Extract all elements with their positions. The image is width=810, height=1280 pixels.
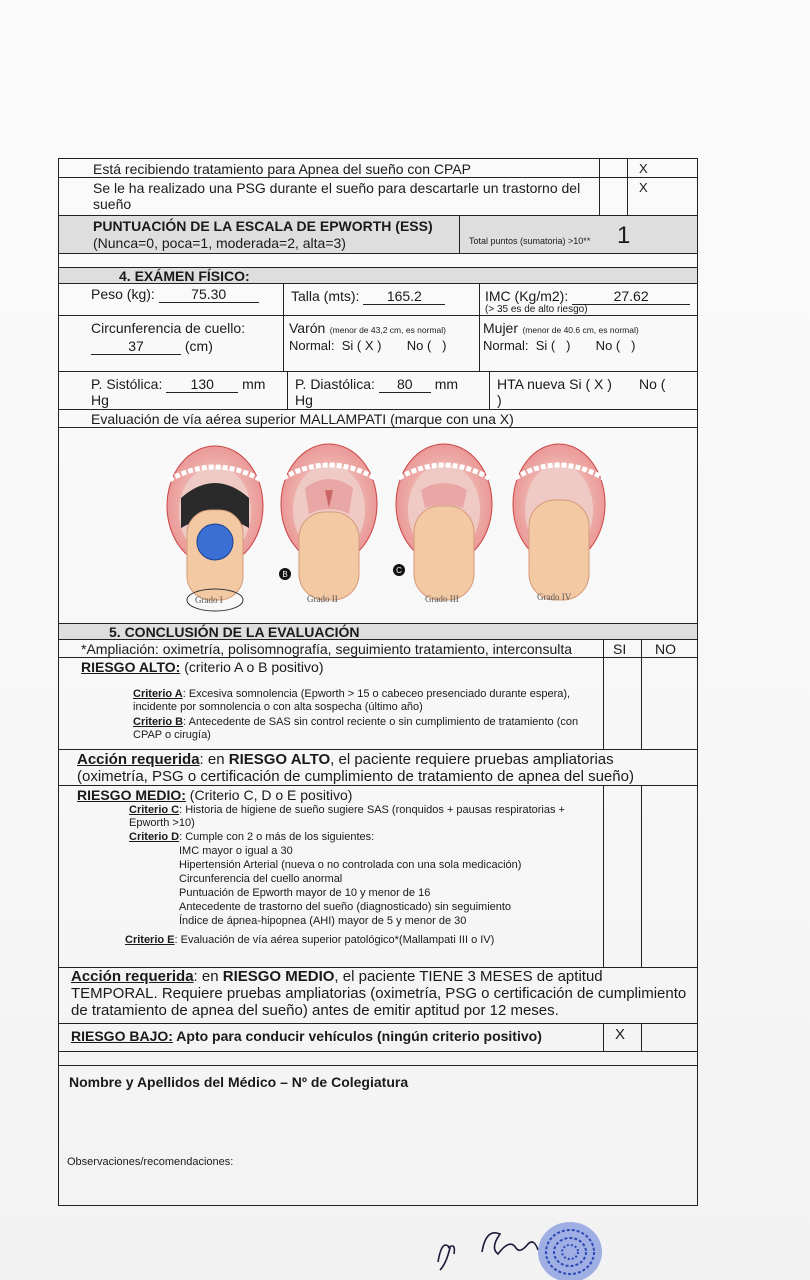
talla-field: Talla (mts): 165.2 xyxy=(291,288,445,305)
mouth-grade-3[interactable] xyxy=(396,444,492,600)
grade-3-label: Grado III xyxy=(425,594,459,604)
sistolica-value: 130 xyxy=(166,376,238,393)
no-header: NO xyxy=(655,641,676,657)
imc-note: (> 35 es de alto riesgo) xyxy=(485,304,588,315)
si-header: SI xyxy=(613,641,627,657)
criterio-d-item-1: IMC mayor o igual a 30 xyxy=(179,845,293,857)
exam-section-title: 4. EXÁMEN FÍSICO: xyxy=(119,268,250,284)
diastolica-value: 80 xyxy=(379,376,431,393)
criterio-c: Criterio C: Historia de higiene de sueño sugiere SAS (ronquidos + pausas respiratorias + Epworth >10) xyxy=(129,804,565,829)
conclusion-title-row xyxy=(58,624,698,640)
hta-no: No ( xyxy=(639,376,666,392)
medico-block xyxy=(58,1066,698,1206)
mallampati-title-row xyxy=(58,410,698,428)
cpap-question: Está recibiendo tratamiento para Apnea del sueño con CPAP xyxy=(93,161,471,177)
spacer-row-2 xyxy=(58,1052,698,1066)
mujer-normal: Normal: Si ( ) No ( ) xyxy=(483,338,636,353)
imc-value: 27.62 xyxy=(572,288,690,305)
grade-4-label: Grado IV xyxy=(537,592,572,602)
mujer-field: Mujer (menor de 40.6 cm, es normal) xyxy=(483,320,639,336)
peso-value: 75.30 xyxy=(159,286,259,303)
riesgo-medio-heading: RIESGO MEDIO: (Criterio C, D o E positivo) xyxy=(77,787,353,803)
psg-question: Se le ha realizado una PSG durante el sueño para descartarle un trastorno del sueño xyxy=(93,180,581,212)
psg-row xyxy=(58,178,698,216)
medico-label: Nombre y Apellidos del Médico – Nº de Colegiatura xyxy=(69,1074,409,1090)
peso-field: Peso (kg): 75.30 xyxy=(91,286,259,303)
pressure-row xyxy=(58,372,698,410)
epworth-row xyxy=(58,216,698,254)
epworth-scale: (Nunca=0, poca=1, moderada=2, alta=3) xyxy=(93,235,346,251)
epworth-total-label: Total puntos (sumatoria) >10** xyxy=(469,236,591,246)
riesgo-bajo-mark: X xyxy=(615,1026,626,1043)
marker-c xyxy=(393,564,405,576)
talla-value: 165.2 xyxy=(363,288,445,305)
riesgo-bajo-row xyxy=(58,1024,698,1052)
criterio-b: Criterio B: Antecedente de SAS sin control reciente o sin cumplimiento de tratamiento (con CPAP o cirugía) xyxy=(133,716,579,741)
signature-initial xyxy=(438,1245,454,1270)
observaciones-label: Observaciones/recomendaciones: xyxy=(67,1156,234,1168)
imc-field: IMC (Kg/m2): 27.62 xyxy=(485,288,690,305)
measures-row xyxy=(58,284,698,316)
diastolica-field: P. Diastólica: 80 mm xyxy=(295,376,459,392)
criterio-d-item-3: Circunferencia del cuello anormal xyxy=(179,873,343,885)
mallampati-title: Evaluación de vía aérea superior MALLAMPATI (marque con una X) xyxy=(91,411,514,427)
riesgo-alto-heading: RIESGO ALTO: (criterio A o B positivo) xyxy=(81,659,324,675)
varon-field: Varón (menor de 43,2 cm, es normal) xyxy=(289,320,446,336)
accion-medio-text: Acción requerida: en RIESGO MEDIO, el paciente TIENE 3 MESES de aptitud TEMPORAL. Requiere pruebas ampliatorias (oximetría, PSG o certificación de cumplimiento de tratamiento de apnea del sueño) antes de emitir aptitud por 12 meses. xyxy=(71,968,687,1019)
ampliacion-row xyxy=(58,640,698,658)
exam-title-row xyxy=(58,268,698,284)
psg-mark: X xyxy=(639,180,648,195)
hta-close: ) xyxy=(497,392,502,408)
marker-c-text: C xyxy=(396,566,402,575)
criterio-e: Criterio E: Evaluación de vía aérea superior patológico*(Mallampati III o IV) xyxy=(125,934,495,946)
fingerprint-mark xyxy=(538,1222,602,1280)
criterio-d-item-5: Antecedente de trastorno del sueño (diagnosticado) sin seguimiento xyxy=(179,901,512,913)
varon-normal: Normal: Si ( X ) No ( ) xyxy=(289,338,447,353)
riesgo-medio-row xyxy=(58,786,698,968)
marker-b xyxy=(279,568,291,580)
signature-area xyxy=(420,1208,620,1280)
sistolica-unit: Hg xyxy=(91,392,109,408)
mallampati-row xyxy=(58,428,698,624)
accion-alto-text: Acción requerida: en RIESGO ALTO, el paciente requiere pruebas ampliatorias (oximetría, PSG o certificación de cumplimiento de tratamiento de apnea del sueño) xyxy=(77,751,634,785)
accion-alto-row xyxy=(58,750,698,786)
conclusion-section-title: 5. CONCLUSIÓN DE LA EVALUACIÓN xyxy=(109,624,360,640)
mouth-grade-2[interactable] xyxy=(281,444,377,600)
marker-b-text: B xyxy=(282,570,288,579)
mouth-grade-4[interactable] xyxy=(513,444,605,600)
signature-stroke xyxy=(482,1233,538,1254)
criterio-d-item-4: Puntuación de Epworth mayor de 10 y menor de 16 xyxy=(179,887,431,899)
criterio-d: Criterio D: Cumple con 2 o más de los siguientes: xyxy=(129,831,375,843)
epworth-total-value: 1 xyxy=(617,222,631,249)
cpap-mark: X xyxy=(639,161,648,176)
hta-field: HTA nueva Si ( X ) xyxy=(497,376,612,392)
cuello-label: Circunferencia de cuello: xyxy=(91,320,246,336)
riesgo-alto-row xyxy=(58,658,698,750)
cuello-value: 37 xyxy=(91,338,181,355)
evaluation-form xyxy=(58,158,698,1206)
mouth-grade-1[interactable] xyxy=(167,446,263,600)
criterio-a: Criterio A: Excesiva somnolencia (Epworth > 15 o cabeceo presenciado durante espera), incidente por somnolencia o con alta sospecha (último año) xyxy=(133,688,571,713)
criterio-d-item-6: Índice de ápnea-hipopnea (AHI) mayor de 5 y menor de 30 xyxy=(179,915,467,927)
neck-row xyxy=(58,316,698,372)
accion-medio-row xyxy=(58,968,698,1024)
grade-2-label: Grado II xyxy=(307,594,338,604)
ampliacion-text: *Ampliación: oximetría, polisomnografía, seguimiento tratamiento, interconsulta xyxy=(81,641,573,657)
cuello-field: 37 (cm) xyxy=(91,338,213,355)
spacer-row xyxy=(58,254,698,268)
sistolica-field: P. Sistólica: 130 mm xyxy=(91,376,266,392)
criterio-d-item-2: Hipertensión Arterial (nueva o no controlada con una sola medicación) xyxy=(179,859,522,871)
epworth-title: PUNTUACIÓN DE LA ESCALA DE EPWORTH (ESS) xyxy=(93,218,433,234)
cpap-row xyxy=(58,158,698,178)
mallampati-figure xyxy=(59,428,697,624)
grade-1-label: Grado I xyxy=(195,595,223,605)
riesgo-bajo-text: RIESGO BAJO: Apto para conducir vehículos (ningún criterio positivo) xyxy=(71,1028,542,1044)
diastolica-unit: Hg xyxy=(295,392,313,408)
